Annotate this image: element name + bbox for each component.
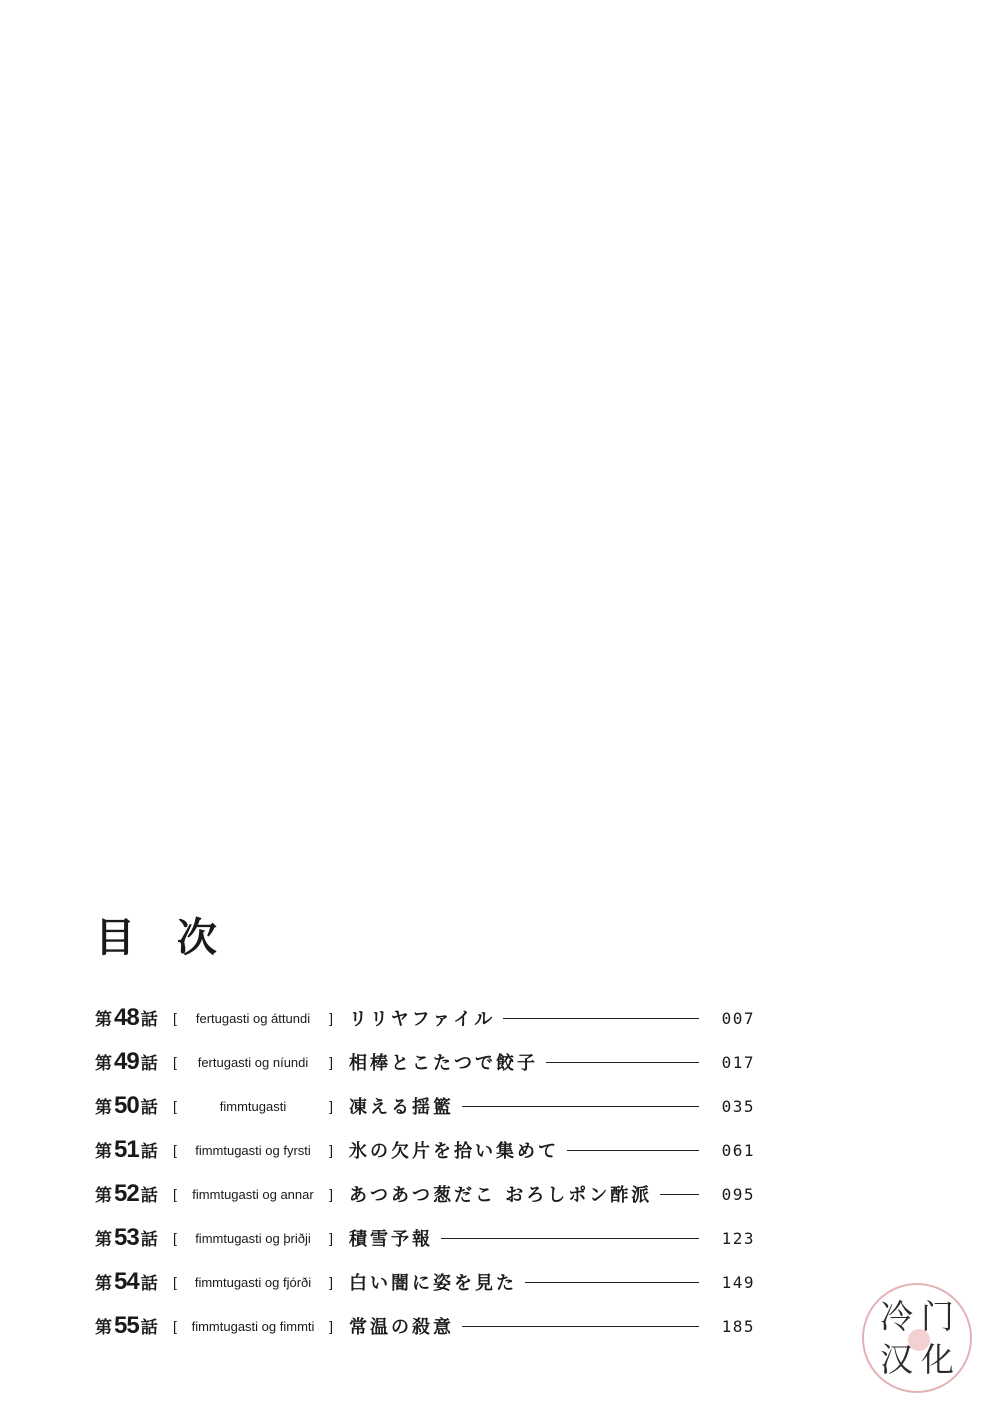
bracket-open: [: [173, 1230, 177, 1246]
chapter-number: 50: [114, 1092, 139, 1119]
chapter-label: [95, 1004, 171, 1032]
chapter-subtitle: [171, 1142, 335, 1158]
title-cell: [349, 1093, 709, 1119]
chapter-suffix: 話: [140, 1318, 158, 1338]
chapter-number: 55: [114, 1312, 139, 1339]
title-cell: [349, 1269, 709, 1295]
toc-entry: [95, 996, 755, 1040]
subtitle-text: fimmtugasti og fjórði: [194, 1274, 312, 1290]
bracket-open: [: [173, 1010, 177, 1026]
chapter-prefix: 第: [95, 1010, 112, 1030]
page-number: 095: [721, 1184, 755, 1204]
chapter-prefix: 第: [95, 1230, 112, 1250]
bracket-close: ]: [329, 1186, 333, 1202]
chapter-suffix: 話: [140, 1186, 158, 1206]
chapter-title: リリヤファイル: [349, 1009, 496, 1030]
chapter-label: [95, 1180, 171, 1208]
subtitle-text: fimmtugasti og þriðji: [195, 1230, 311, 1246]
dot-leader: [546, 1062, 699, 1063]
chapter-title: 常温の殺意: [349, 1317, 454, 1338]
chapter-title: あつあつ葱だこ おろしポン酢派: [349, 1185, 653, 1206]
bracket-open: [: [173, 1274, 177, 1290]
chapter-subtitle: [171, 1230, 335, 1246]
chapter-title: 氷の欠片を拾い集めて: [349, 1141, 559, 1162]
subtitle-text: fimmtugasti og fimmti: [191, 1318, 315, 1334]
toc-entry: [95, 1304, 755, 1348]
chapter-prefix: 第: [95, 1142, 112, 1162]
chapter-title: 凍える揺籃: [349, 1097, 454, 1118]
toc-entry: [95, 1040, 755, 1084]
toc-entry: [95, 1172, 755, 1216]
chapter-prefix: 第: [95, 1318, 112, 1338]
chapter-suffix: 話: [140, 1054, 158, 1074]
page-number: 185: [721, 1316, 755, 1336]
subtitle-text: fimmtugasti og annar: [192, 1186, 314, 1202]
bracket-open: [: [173, 1054, 177, 1070]
subtitle-text: fertugasti og níundi: [197, 1054, 309, 1070]
page-number: 017: [721, 1052, 755, 1072]
chapter-subtitle: [171, 1318, 335, 1334]
toc-entry: [95, 1084, 755, 1128]
title-cell: [349, 1049, 709, 1075]
chapter-label: [95, 1268, 171, 1296]
subtitle-text: fimmtugasti: [219, 1098, 287, 1114]
chapter-subtitle: [171, 1098, 335, 1114]
page-number: 061: [721, 1140, 755, 1160]
bracket-close: ]: [329, 1230, 333, 1246]
chapter-title: 相棒とこたつで餃子: [349, 1053, 538, 1074]
page-number: 149: [721, 1272, 755, 1292]
toc-entry: [95, 1128, 755, 1172]
chapter-number: 52: [114, 1180, 139, 1207]
chapter-prefix: 第: [95, 1098, 112, 1118]
chapter-subtitle: [171, 1010, 335, 1026]
dot-leader: [462, 1326, 699, 1327]
chapter-label: [95, 1136, 171, 1164]
bracket-close: ]: [329, 1098, 333, 1114]
bracket-close: ]: [329, 1010, 333, 1026]
stamp-char: 门: [921, 1297, 954, 1336]
chapter-label: [95, 1092, 171, 1120]
dot-leader: [462, 1106, 699, 1107]
title-cell: [349, 1181, 709, 1207]
chapter-prefix: 第: [95, 1186, 112, 1206]
bracket-close: ]: [329, 1142, 333, 1158]
dot-leader: [503, 1018, 699, 1019]
toc-list: [95, 996, 755, 1348]
stamp-char: 化: [921, 1340, 954, 1379]
toc-title: 目 次: [95, 915, 231, 961]
chapter-suffix: 話: [140, 1010, 158, 1030]
dot-leader: [441, 1238, 699, 1239]
chapter-number: 53: [114, 1224, 139, 1251]
bracket-close: ]: [329, 1274, 333, 1290]
chapter-title: 白い闇に姿を見た: [349, 1273, 517, 1294]
title-cell: [349, 1005, 709, 1031]
dot-leader: [660, 1194, 699, 1195]
chapter-subtitle: [171, 1274, 335, 1290]
stamp-char: 汉: [880, 1340, 913, 1379]
chapter-number: 51: [114, 1136, 139, 1163]
dot-leader: [525, 1282, 699, 1283]
title-cell: [349, 1313, 709, 1339]
chapter-prefix: 第: [95, 1274, 112, 1294]
chapter-number: 49: [114, 1048, 139, 1075]
bracket-open: [: [173, 1098, 177, 1114]
chapter-suffix: 話: [140, 1274, 158, 1294]
bracket-close: ]: [329, 1318, 333, 1334]
toc-entry: [95, 1260, 755, 1304]
bracket-open: [: [173, 1142, 177, 1158]
chapter-subtitle: [171, 1186, 335, 1202]
subtitle-text: fimmtugasti og fyrsti: [195, 1142, 311, 1158]
chapter-label: [95, 1048, 171, 1076]
page-number: 007: [721, 1008, 755, 1028]
dot-leader: [567, 1150, 699, 1151]
chapter-subtitle: [171, 1054, 335, 1070]
title-cell: [349, 1225, 709, 1251]
title-cell: [349, 1137, 709, 1163]
chapter-label: [95, 1224, 171, 1252]
toc-entry: [95, 1216, 755, 1260]
chapter-suffix: 話: [140, 1142, 158, 1162]
subtitle-text: fertugasti og áttundi: [195, 1010, 311, 1026]
chapter-title: 積雪予報: [349, 1229, 433, 1250]
chapter-suffix: 話: [140, 1230, 158, 1250]
stamp-char: 冷: [880, 1297, 913, 1336]
page-number: 123: [721, 1228, 755, 1248]
bracket-close: ]: [329, 1054, 333, 1070]
bracket-open: [: [173, 1318, 177, 1334]
page-number: 035: [721, 1096, 755, 1116]
chapter-suffix: 話: [140, 1098, 158, 1118]
chapter-prefix: 第: [95, 1054, 112, 1074]
bracket-open: [: [173, 1186, 177, 1202]
watermark-stamp: [862, 1283, 972, 1393]
chapter-number: 48: [114, 1004, 139, 1031]
chapter-number: 54: [114, 1268, 139, 1295]
chapter-label: [95, 1312, 171, 1340]
